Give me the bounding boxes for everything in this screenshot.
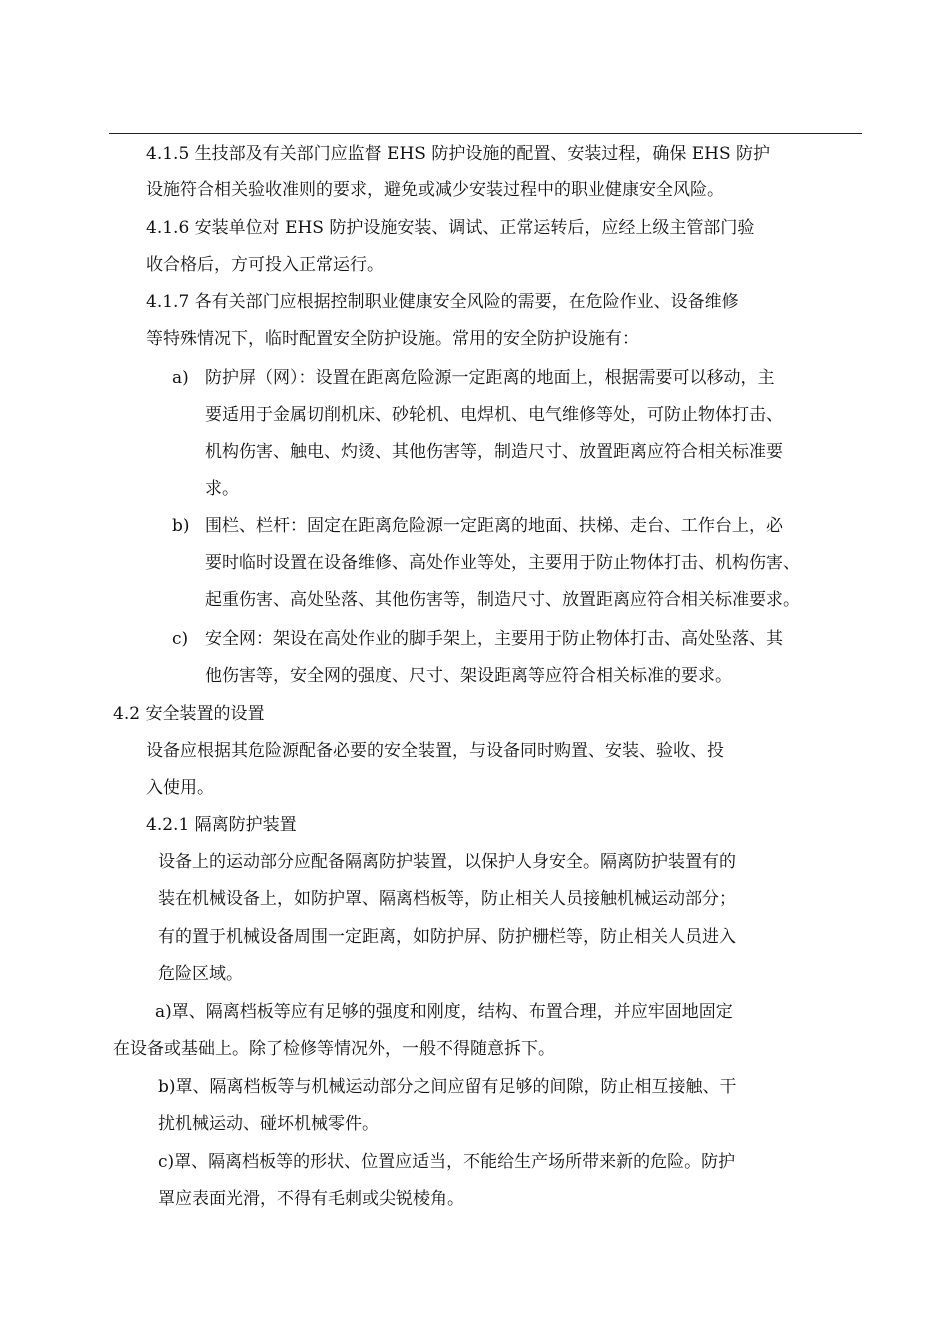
section-4-2-heading: 4.2 安全装置的设置	[113, 704, 265, 724]
list-item-b-line-3: 起重伤害、高处坠落、其他伤害等，制造尺寸、放置距离应符合相关标准要求。	[205, 590, 800, 610]
section-4-2-line-1: 设备应根据其危险源配备必要的安全装置，与设备同时购置、安装、验收、投	[146, 741, 724, 761]
guard-item-a-line-1: a)罩、隔离档板等应有足够的强度和刚度，结构、布置合理，并应牢固地固定	[155, 1002, 733, 1022]
list-marker-c: c)	[172, 629, 189, 649]
list-item-c-line-1: 安全网：架设在高处作业的脚手架上，主要用于防止物体打击、高处坠落、其	[205, 629, 783, 649]
list-item-a-line-4: 求。	[205, 479, 239, 499]
section-4-1-6-line-1: 4.1.6 安装单位对 EHS 防护设施安装、调试、正常运转后，应经上级主管部门验	[146, 218, 755, 238]
list-item-b-line-2: 要时临时设置在设备维修、高处作业等处，主要用于防止物体打击、机构伤害、	[205, 553, 800, 573]
guard-item-b-line-1: b)罩、隔离档板等与机械运动部分之间应留有足够的间隙，防止相互接触、干	[158, 1077, 737, 1097]
section-4-2-1-para-line-2: 装在机械设备上，如防护罩、隔离档板等，防止相关人员接触机械运动部分；	[158, 889, 736, 909]
section-4-1-5-line-1: 4.1.5 生技部及有关部门应监督 EHS 防护设施的配置、安装过程，确保 EHS 防护	[146, 144, 771, 164]
guard-item-b-line-2: 扰机械运动、碰坏机械零件。	[158, 1114, 379, 1134]
list-marker-b: b)	[172, 516, 190, 536]
guard-item-c-line-1: c)罩、隔离档板等的形状、位置应适当，不能给生产场所带来新的危险。防护	[158, 1152, 736, 1172]
section-4-2-1-heading: 4.2.1 隔离防护装置	[146, 815, 297, 835]
list-item-a-line-3: 机构伤害、触电、灼烫、其他伤害等，制造尺寸、放置距离应符合相关标准要	[205, 442, 783, 462]
section-4-2-1-para-line-3: 有的置于机械设备周围一定距离，如防护屏、防护栅栏等，防止相关人员进入	[158, 927, 736, 947]
list-item-b-line-1: 围栏、栏杆：固定在距离危险源一定距离的地面、扶梯、走台、工作台上，必	[205, 516, 783, 536]
list-item-a-line-2: 要适用于金属切削机床、砂轮机、电焊机、电气维修等处，可防止物体打击、	[205, 405, 783, 425]
guard-item-c-line-2: 罩应表面光滑，不得有毛刺或尖锐棱角。	[158, 1189, 464, 1209]
section-4-1-7-line-2: 等特殊情况下，临时配置安全防护设施。常用的安全防护设施有：	[146, 329, 639, 349]
section-4-1-6-line-2: 收合格后，方可投入正常运行。	[146, 255, 384, 275]
guard-item-a-line-2: 在设备或基础上。除了检修等情况外，一般不得随意拆下。	[113, 1039, 555, 1059]
section-4-2-line-2: 入使用。	[146, 778, 214, 798]
list-item-a-line-1: 防护屏（网）：设置在距离危险源一定距离的地面上，根据需要可以移动，主	[205, 368, 775, 388]
section-4-1-5-line-2: 设施符合相关验收准则的要求，避免或减少安装过程中的职业健康安全风险。	[146, 180, 724, 200]
list-marker-a: a)	[172, 368, 189, 388]
header-rule	[109, 133, 862, 134]
section-4-2-1-para-line-4: 危险区域。	[158, 964, 243, 984]
list-item-c-line-2: 他伤害等，安全网的强度、尺寸、架设距离等应符合相关标准的要求。	[205, 666, 732, 686]
section-4-2-1-para-line-1: 设备上的运动部分应配备隔离防护装置，以保护人身安全。隔离防护装置有的	[158, 852, 736, 872]
section-4-1-7-line-1: 4.1.7 各有关部门应根据控制职业健康安全风险的需要，在危险作业、设备维修	[146, 292, 739, 312]
